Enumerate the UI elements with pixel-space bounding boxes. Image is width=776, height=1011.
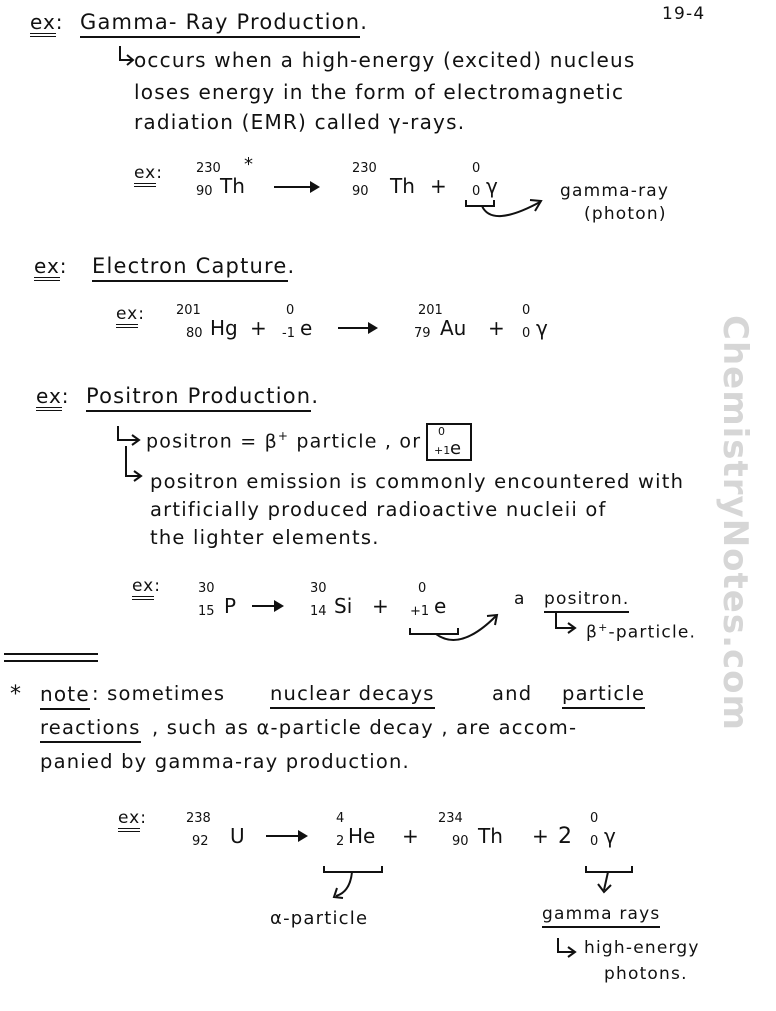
note-asterisk: * bbox=[10, 682, 23, 707]
note-underlined-reactions: reactions bbox=[40, 718, 141, 738]
nuclide-hg-201: 201 80 Hg bbox=[176, 303, 238, 341]
positron-label: positron. bbox=[544, 591, 629, 608]
gamma-photon-symbol: 0 0 γ bbox=[522, 303, 548, 341]
note-underlined-nuclear-decays: nuclear decays bbox=[270, 684, 435, 704]
electron-symbol: 0 -1 e bbox=[282, 303, 313, 341]
alpha-arrow bbox=[336, 872, 352, 896]
watermark-text: ChemistryNotes.com bbox=[715, 315, 755, 731]
coefficient-2: 2 bbox=[558, 824, 572, 849]
page-number: 19-4 bbox=[662, 4, 706, 24]
plus-sign: + bbox=[402, 824, 419, 848]
capture-eq-marker: ex: bbox=[116, 306, 145, 328]
nuclide-th-230: 230 90 Th bbox=[352, 161, 415, 199]
gamma-rays-label: gamma rays bbox=[542, 906, 660, 923]
positron-desc-line-3: the lighter elements. bbox=[150, 526, 380, 549]
positron-section-title: Positron Production. bbox=[86, 386, 319, 407]
positron-label-article: a bbox=[514, 589, 526, 609]
gamma-ray-label: gamma-ray bbox=[560, 181, 670, 201]
alpha-particle-label: α-particle bbox=[270, 908, 369, 929]
positron-pointer-2 bbox=[126, 446, 140, 476]
capture-section-title: Electron Capture. bbox=[92, 256, 295, 277]
nuclide-th-230-excited: 230 90 Th * bbox=[196, 154, 253, 199]
gamma-photon-symbol: 0 0 γ bbox=[472, 161, 498, 199]
positron-definition: positron = β+ particle , or bbox=[146, 429, 422, 453]
beta-plus-particle-label: β+-particle. bbox=[586, 621, 697, 643]
note-line-1-part-2: and bbox=[492, 682, 533, 705]
gamma-rays-bracket bbox=[586, 866, 632, 872]
gamma-desc-line-1: occurs when a high-energy (excited) nucleus bbox=[134, 48, 636, 72]
note-eq-marker: ex: bbox=[118, 810, 147, 832]
positron-desc-line-2: artificially produced radioactive nucleii of bbox=[150, 498, 607, 521]
positron-bracket bbox=[410, 628, 458, 634]
photons-label: photons. bbox=[604, 964, 688, 984]
high-energy-label: high-energy bbox=[584, 938, 700, 958]
plus-sign: + bbox=[372, 594, 389, 618]
plus-sign: + bbox=[250, 316, 267, 340]
note-line-3: panied by gamma-ray production. bbox=[40, 750, 410, 773]
positron-desc-line-1: positron emission is commonly encountered with bbox=[150, 470, 685, 493]
positron-eq-marker: ex: bbox=[132, 578, 161, 600]
example-marker: ex: bbox=[36, 386, 70, 411]
gamma-desc-line-3: radiation (EMR) called γ-rays. bbox=[134, 110, 466, 134]
plus-sign: + bbox=[430, 174, 447, 198]
plus-sign: + bbox=[488, 316, 505, 340]
note-heading: note bbox=[40, 684, 90, 704]
gamma-photon-arrow bbox=[482, 202, 540, 216]
example-marker: ex: bbox=[30, 12, 64, 37]
nuclide-p-30: 30 15 P bbox=[198, 581, 237, 619]
gamma-eq-marker: ex: bbox=[134, 165, 163, 187]
alpha-bracket bbox=[324, 866, 382, 872]
positron-symbol: 0 +1 e bbox=[410, 581, 447, 619]
gamma-desc-line-2: loses energy in the form of electromagnetic bbox=[134, 80, 625, 104]
gamma-photon-bracket bbox=[466, 200, 494, 206]
example-marker: ex: bbox=[34, 256, 68, 281]
plus-sign: + bbox=[532, 824, 549, 848]
nuclide-th-234: 234 90 Th bbox=[438, 811, 503, 849]
note-line-1-part-1: : sometimes bbox=[92, 682, 226, 705]
nuclide-au-201: 201 79 Au bbox=[414, 303, 467, 341]
photon-label: (photon) bbox=[584, 204, 667, 224]
positron-boxed-symbol: 0 +1 e bbox=[434, 425, 462, 459]
note-underlined-particle: particle bbox=[562, 684, 645, 704]
nuclide-u-238: 238 92 U bbox=[186, 811, 245, 849]
positron-arrow bbox=[436, 616, 496, 640]
gamma-section-title: Gamma- Ray Production. bbox=[80, 12, 368, 33]
gamma-photon-symbol: 0 0 γ bbox=[590, 811, 616, 849]
nuclide-si-30: 30 14 Si bbox=[310, 581, 353, 619]
note-line-2: , such as α-particle decay , are accom- bbox=[152, 716, 578, 739]
alpha-particle-he-4: 4 2 He bbox=[336, 811, 376, 849]
